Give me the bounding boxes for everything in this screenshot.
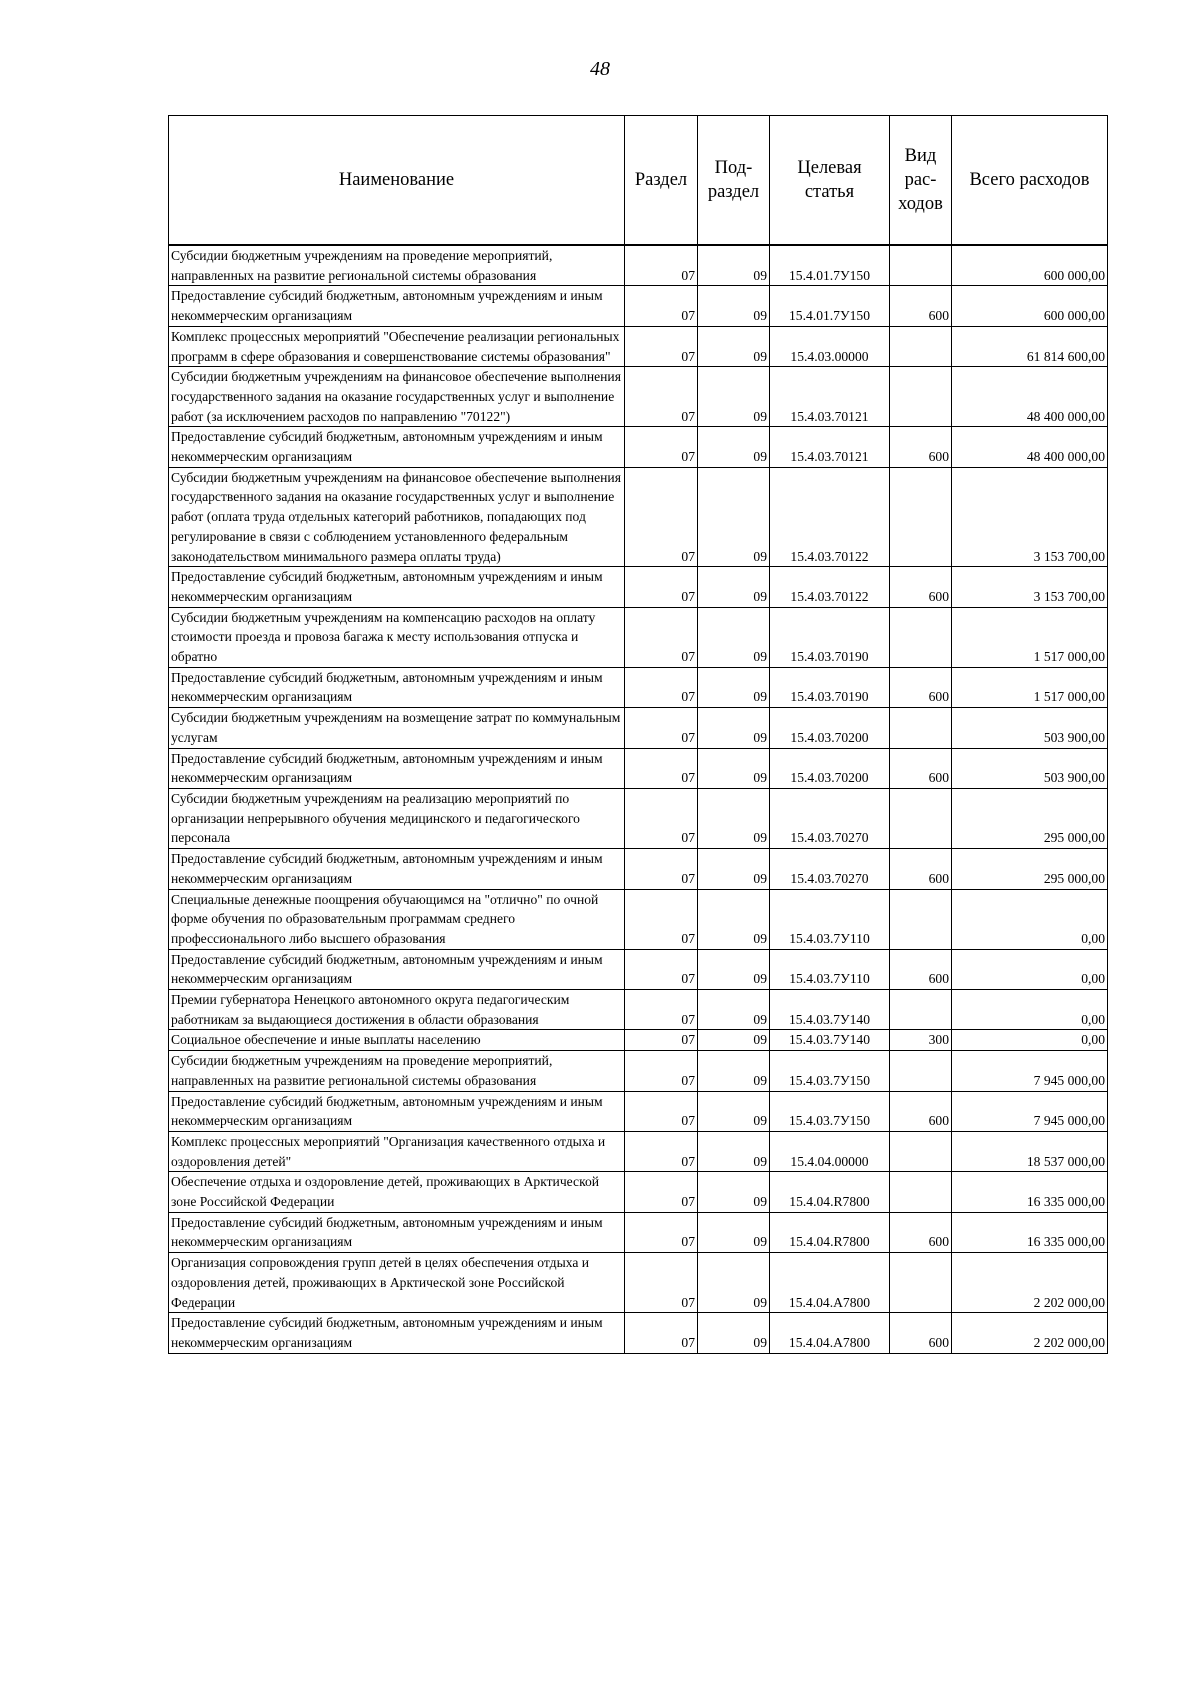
cell-name: Комплекс процессных мероприятий "Организация качественного отдыха и оздоровления детей" bbox=[169, 1131, 625, 1171]
cell-razdel: 07 bbox=[625, 1131, 698, 1171]
cell-podrazdel: 09 bbox=[698, 607, 770, 667]
cell-total: 503 900,00 bbox=[952, 708, 1108, 748]
cell-name: Социальное обеспечение и иные выплаты населению bbox=[169, 1030, 625, 1051]
budget-table bbox=[168, 115, 1108, 1354]
cell-name: Комплекс процессных мероприятий "Обеспечение реализации региональных программ в сфере образования и совершенствование системы образования" bbox=[169, 326, 625, 366]
cell-vid bbox=[890, 245, 952, 286]
cell-statya: 15.4.03.7У110 bbox=[770, 949, 890, 989]
cell-razdel: 07 bbox=[625, 567, 698, 607]
cell-podrazdel: 09 bbox=[698, 1051, 770, 1091]
cell-podrazdel: 09 bbox=[698, 990, 770, 1030]
cell-podrazdel: 09 bbox=[698, 748, 770, 788]
header-podrazdel bbox=[698, 116, 770, 246]
cell-total: 16 335 000,00 bbox=[952, 1212, 1108, 1252]
cell-podrazdel: 09 bbox=[698, 1313, 770, 1353]
cell-name: Субсидии бюджетным учреждениям на финансовое обеспечение выполнения государственного задания на оказание государственных услуг и выполнение работ (за исключением расходов по направлению "70122") bbox=[169, 367, 625, 427]
table-row bbox=[169, 889, 1108, 949]
cell-podrazdel: 09 bbox=[698, 367, 770, 427]
cell-statya: 15.4.04.R7800 bbox=[770, 1212, 890, 1252]
table-row bbox=[169, 849, 1108, 889]
cell-total: 1 517 000,00 bbox=[952, 607, 1108, 667]
cell-podrazdel: 09 bbox=[698, 889, 770, 949]
cell-razdel: 07 bbox=[625, 1313, 698, 1353]
header-statya-line: статья bbox=[804, 182, 855, 202]
cell-razdel: 07 bbox=[625, 607, 698, 667]
cell-podrazdel: 09 bbox=[698, 1131, 770, 1171]
cell-podrazdel: 09 bbox=[698, 849, 770, 889]
cell-total: 503 900,00 bbox=[952, 748, 1108, 788]
table-row bbox=[169, 990, 1108, 1030]
cell-statya: 15.4.03.7У140 bbox=[770, 1030, 890, 1051]
cell-name: Обеспечение отдыха и оздоровление детей, проживающих в Арктической зоне Российской Федерации bbox=[169, 1172, 625, 1212]
cell-name: Субсидии бюджетным учреждениям на финансовое обеспечение выполнения государственного задания на оказание государственных услуг и выполнение работ (оплата труда отдельных категорий работников, попадающих под регулирование в связи с соблюдением установленного федеральным законодательством минимального размера оплаты труда) bbox=[169, 467, 625, 567]
cell-vid bbox=[890, 788, 952, 848]
cell-total: 7 945 000,00 bbox=[952, 1051, 1108, 1091]
cell-total: 18 537 000,00 bbox=[952, 1131, 1108, 1171]
cell-podrazdel: 09 bbox=[698, 667, 770, 707]
cell-vid bbox=[890, 708, 952, 748]
cell-statya: 15.4.03.70200 bbox=[770, 708, 890, 748]
table-row bbox=[169, 1212, 1108, 1252]
cell-statya: 15.4.03.00000 bbox=[770, 326, 890, 366]
cell-razdel: 07 bbox=[625, 1172, 698, 1212]
cell-podrazdel: 09 bbox=[698, 467, 770, 567]
table-row bbox=[169, 567, 1108, 607]
cell-vid bbox=[890, 367, 952, 427]
header-statya-line: Целевая bbox=[797, 158, 862, 178]
table-row bbox=[169, 326, 1108, 366]
cell-total: 61 814 600,00 bbox=[952, 326, 1108, 366]
cell-razdel: 07 bbox=[625, 748, 698, 788]
cell-statya: 15.4.04.А7800 bbox=[770, 1253, 890, 1313]
cell-statya: 15.4.03.70270 bbox=[770, 849, 890, 889]
cell-podrazdel: 09 bbox=[698, 326, 770, 366]
cell-statya: 15.4.01.7У150 bbox=[770, 286, 890, 326]
table-row bbox=[169, 1172, 1108, 1212]
cell-vid bbox=[890, 1172, 952, 1212]
cell-vid bbox=[890, 607, 952, 667]
cell-podrazdel: 09 bbox=[698, 1172, 770, 1212]
cell-name: Субсидии бюджетным учреждениям на проведение мероприятий, направленных на развитие региональной системы образования bbox=[169, 245, 625, 286]
cell-vid bbox=[890, 467, 952, 567]
cell-podrazdel: 09 bbox=[698, 567, 770, 607]
cell-statya: 15.4.03.70270 bbox=[770, 788, 890, 848]
cell-razdel: 07 bbox=[625, 245, 698, 286]
cell-name: Предоставление субсидий бюджетным, автономным учреждениям и иным некоммерческим организациям bbox=[169, 949, 625, 989]
cell-statya: 15.4.03.70122 bbox=[770, 467, 890, 567]
table-row bbox=[169, 667, 1108, 707]
cell-statya: 15.4.03.70190 bbox=[770, 607, 890, 667]
cell-vid: 600 bbox=[890, 1091, 952, 1131]
cell-total: 2 202 000,00 bbox=[952, 1313, 1108, 1353]
table-row bbox=[169, 245, 1108, 286]
cell-name: Предоставление субсидий бюджетным, автономным учреждениям и иным некоммерческим организациям bbox=[169, 286, 625, 326]
cell-razdel: 07 bbox=[625, 990, 698, 1030]
table-row bbox=[169, 286, 1108, 326]
header-name: Наименование bbox=[169, 116, 625, 246]
cell-statya: 15.4.04.А7800 bbox=[770, 1313, 890, 1353]
cell-razdel: 07 bbox=[625, 326, 698, 366]
cell-statya: 15.4.04.R7800 bbox=[770, 1172, 890, 1212]
cell-podrazdel: 09 bbox=[698, 245, 770, 286]
cell-total: 0,00 bbox=[952, 990, 1108, 1030]
table-row bbox=[169, 427, 1108, 467]
header-vid-line: ходов bbox=[898, 194, 943, 214]
table-row bbox=[169, 1051, 1108, 1091]
cell-name: Субсидии бюджетным учреждениям на реализацию мероприятий по организации непрерывного обучения медицинского и педагогического персонала bbox=[169, 788, 625, 848]
table-row bbox=[169, 467, 1108, 567]
cell-razdel: 07 bbox=[625, 1091, 698, 1131]
cell-total: 0,00 bbox=[952, 949, 1108, 989]
cell-razdel: 07 bbox=[625, 367, 698, 427]
header-statya bbox=[770, 116, 890, 246]
header-razdel: Раздел bbox=[625, 116, 698, 246]
table-row bbox=[169, 1131, 1108, 1171]
table-row bbox=[169, 748, 1108, 788]
cell-name: Предоставление субсидий бюджетным, автономным учреждениям и иным некоммерческим организациям bbox=[169, 1091, 625, 1131]
cell-statya: 15.4.04.00000 bbox=[770, 1131, 890, 1171]
cell-total: 48 400 000,00 bbox=[952, 427, 1108, 467]
cell-name: Субсидии бюджетным учреждениям на компенсацию расходов на оплату стоимости проезда и провоза багажа к месту использования отпуска и обратно bbox=[169, 607, 625, 667]
cell-razdel: 07 bbox=[625, 949, 698, 989]
cell-total: 48 400 000,00 bbox=[952, 367, 1108, 427]
table-row bbox=[169, 1030, 1108, 1051]
cell-podrazdel: 09 bbox=[698, 427, 770, 467]
cell-statya: 15.4.03.70121 bbox=[770, 427, 890, 467]
cell-vid: 600 bbox=[890, 949, 952, 989]
cell-total: 0,00 bbox=[952, 1030, 1108, 1051]
cell-total: 600 000,00 bbox=[952, 245, 1108, 286]
cell-podrazdel: 09 bbox=[698, 949, 770, 989]
cell-total: 16 335 000,00 bbox=[952, 1172, 1108, 1212]
header-total: Всего расходов bbox=[952, 116, 1108, 246]
cell-total: 3 153 700,00 bbox=[952, 467, 1108, 567]
cell-name: Специальные денежные поощрения обучающимся на "отлично" по очной форме обучения по образовательным программам среднего профессионального либо высшего образования bbox=[169, 889, 625, 949]
table-row bbox=[169, 788, 1108, 848]
cell-vid bbox=[890, 1051, 952, 1091]
cell-podrazdel: 09 bbox=[698, 788, 770, 848]
page-number: 48 bbox=[590, 58, 610, 80]
cell-vid: 600 bbox=[890, 849, 952, 889]
cell-statya: 15.4.03.70200 bbox=[770, 748, 890, 788]
cell-total: 2 202 000,00 bbox=[952, 1253, 1108, 1313]
cell-statya: 15.4.03.70122 bbox=[770, 567, 890, 607]
cell-name: Предоставление субсидий бюджетным, автономным учреждениям и иным некоммерческим организациям bbox=[169, 427, 625, 467]
cell-statya: 15.4.03.70121 bbox=[770, 367, 890, 427]
cell-name: Предоставление субсидий бюджетным, автономным учреждениям и иным некоммерческим организациям bbox=[169, 667, 625, 707]
cell-podrazdel: 09 bbox=[698, 1091, 770, 1131]
header-vid-line: Вид bbox=[904, 146, 937, 166]
cell-statya: 15.4.03.70190 bbox=[770, 667, 890, 707]
table-row bbox=[169, 949, 1108, 989]
cell-razdel: 07 bbox=[625, 1030, 698, 1051]
cell-name: Предоставление субсидий бюджетным, автономным учреждениям и иным некоммерческим организациям bbox=[169, 849, 625, 889]
cell-total: 1 517 000,00 bbox=[952, 667, 1108, 707]
header-podrazdel-line: Под- bbox=[714, 158, 753, 178]
table-row bbox=[169, 1253, 1108, 1313]
cell-razdel: 07 bbox=[625, 849, 698, 889]
cell-statya: 15.4.03.7У150 bbox=[770, 1091, 890, 1131]
cell-total: 7 945 000,00 bbox=[952, 1091, 1108, 1131]
cell-razdel: 07 bbox=[625, 708, 698, 748]
cell-statya: 15.4.03.7У110 bbox=[770, 889, 890, 949]
cell-vid: 600 bbox=[890, 667, 952, 707]
table-header-row bbox=[169, 116, 1108, 246]
cell-razdel: 07 bbox=[625, 467, 698, 567]
cell-podrazdel: 09 bbox=[698, 286, 770, 326]
cell-total: 295 000,00 bbox=[952, 788, 1108, 848]
cell-name: Субсидии бюджетным учреждениям на проведение мероприятий, направленных на развитие региональной системы образования bbox=[169, 1051, 625, 1091]
cell-razdel: 07 bbox=[625, 1212, 698, 1252]
cell-vid bbox=[890, 889, 952, 949]
header-podrazdel-line: раздел bbox=[707, 182, 760, 202]
cell-vid bbox=[890, 990, 952, 1030]
cell-razdel: 07 bbox=[625, 788, 698, 848]
cell-vid: 600 bbox=[890, 427, 952, 467]
cell-statya: 15.4.03.7У150 bbox=[770, 1051, 890, 1091]
cell-name: Предоставление субсидий бюджетным, автономным учреждениям и иным некоммерческим организациям bbox=[169, 1212, 625, 1252]
cell-podrazdel: 09 bbox=[698, 1030, 770, 1051]
cell-name: Предоставление субсидий бюджетным, автономным учреждениям и иным некоммерческим организациям bbox=[169, 748, 625, 788]
cell-razdel: 07 bbox=[625, 667, 698, 707]
cell-podrazdel: 09 bbox=[698, 1212, 770, 1252]
cell-total: 0,00 bbox=[952, 889, 1108, 949]
cell-total: 3 153 700,00 bbox=[952, 567, 1108, 607]
cell-vid: 600 bbox=[890, 1212, 952, 1252]
cell-razdel: 07 bbox=[625, 889, 698, 949]
cell-razdel: 07 bbox=[625, 1051, 698, 1091]
table-row bbox=[169, 607, 1108, 667]
cell-vid: 600 bbox=[890, 1313, 952, 1353]
cell-podrazdel: 09 bbox=[698, 708, 770, 748]
cell-razdel: 07 bbox=[625, 427, 698, 467]
cell-razdel: 07 bbox=[625, 286, 698, 326]
cell-name: Предоставление субсидий бюджетным, автономным учреждениям и иным некоммерческим организациям bbox=[169, 567, 625, 607]
table-row bbox=[169, 1313, 1108, 1353]
cell-vid: 600 bbox=[890, 748, 952, 788]
cell-vid bbox=[890, 326, 952, 366]
table-row bbox=[169, 367, 1108, 427]
header-vid bbox=[890, 116, 952, 246]
header-vid-line: рас- bbox=[904, 170, 937, 190]
cell-vid: 300 bbox=[890, 1030, 952, 1051]
cell-vid bbox=[890, 1253, 952, 1313]
cell-name: Предоставление субсидий бюджетным, автономным учреждениям и иным некоммерческим организациям bbox=[169, 1313, 625, 1353]
cell-total: 600 000,00 bbox=[952, 286, 1108, 326]
cell-name: Организация сопровождения групп детей в целях обеспечения отдыха и оздоровления детей, проживающих в Арктической зоне Российской Федерации bbox=[169, 1253, 625, 1313]
cell-vid: 600 bbox=[890, 567, 952, 607]
table-row bbox=[169, 708, 1108, 748]
cell-vid: 600 bbox=[890, 286, 952, 326]
cell-statya: 15.4.03.7У140 bbox=[770, 990, 890, 1030]
cell-podrazdel: 09 bbox=[698, 1253, 770, 1313]
cell-razdel: 07 bbox=[625, 1253, 698, 1313]
cell-statya: 15.4.01.7У150 bbox=[770, 245, 890, 286]
cell-name: Субсидии бюджетным учреждениям на возмещение затрат по коммунальным услугам bbox=[169, 708, 625, 748]
cell-name: Премии губернатора Ненецкого автономного округа педагогическим работникам за выдающиеся достижения в области образования bbox=[169, 990, 625, 1030]
cell-total: 295 000,00 bbox=[952, 849, 1108, 889]
cell-vid bbox=[890, 1131, 952, 1171]
table-row bbox=[169, 1091, 1108, 1131]
